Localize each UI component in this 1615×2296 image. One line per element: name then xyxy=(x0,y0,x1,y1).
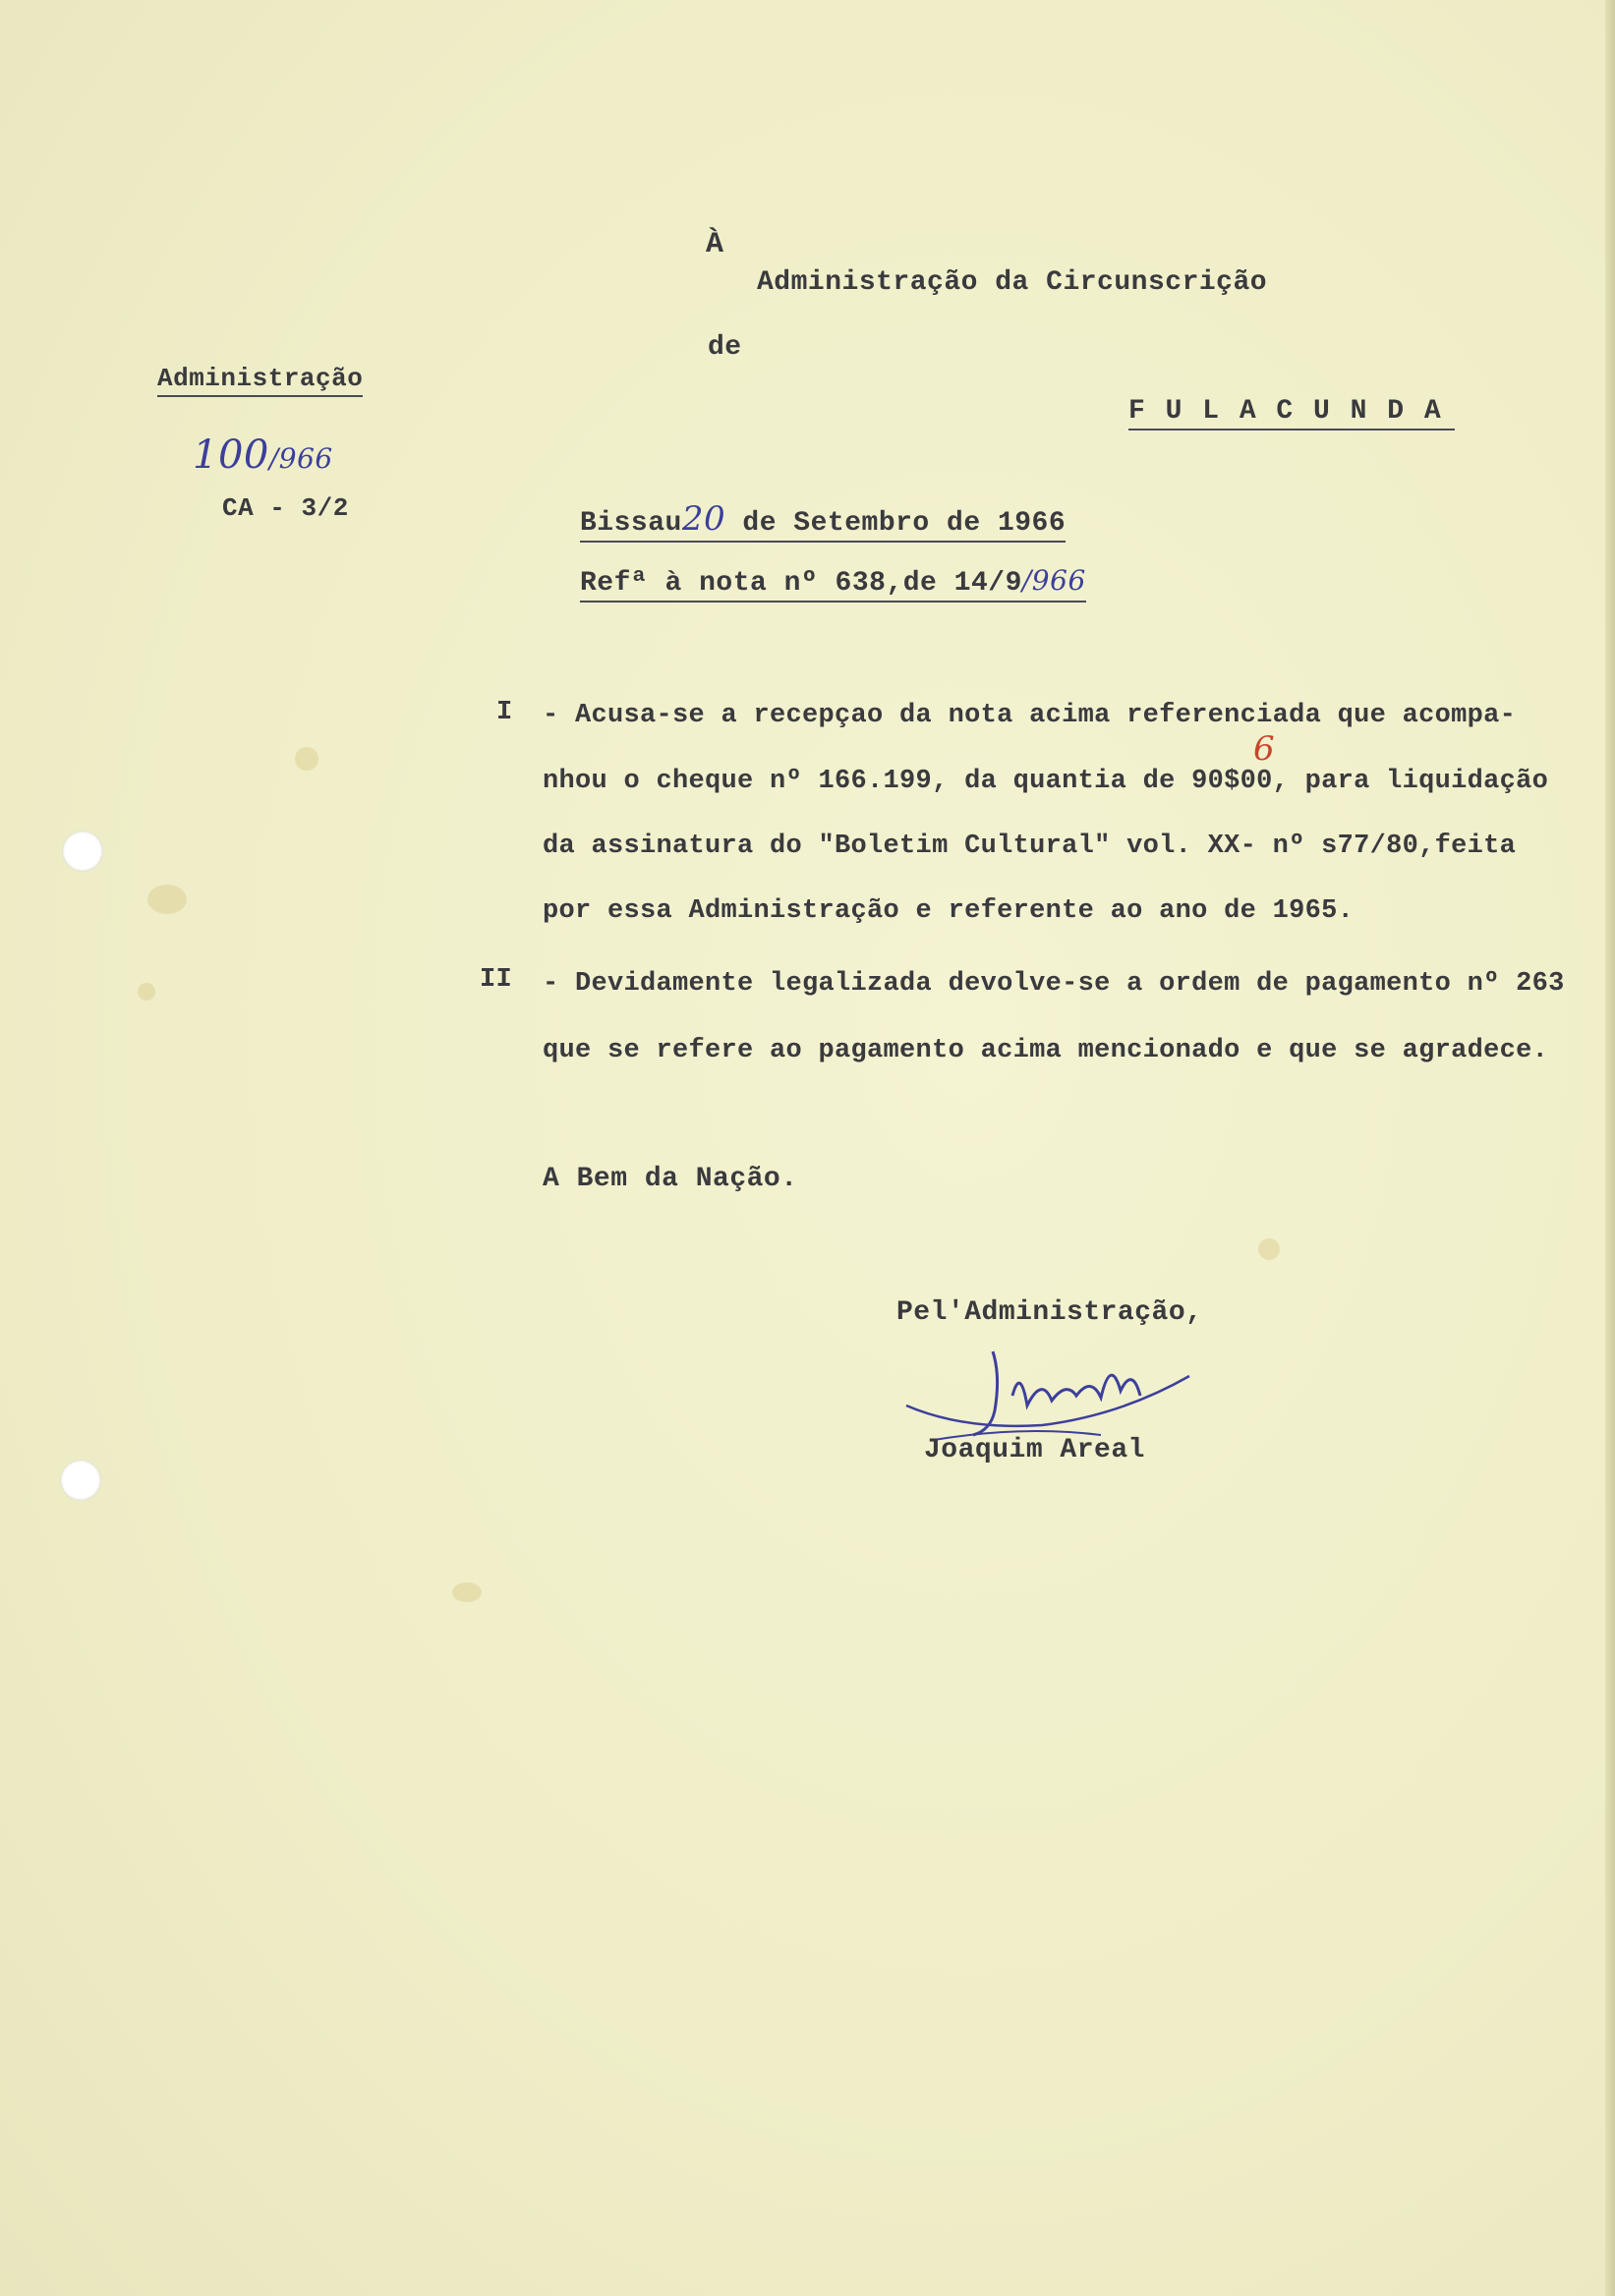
left-ref-heading: Administração xyxy=(157,364,363,397)
paper-edge xyxy=(1605,0,1615,2296)
addressee-prefix: À xyxy=(706,228,724,261)
left-ref-number-line xyxy=(193,432,333,481)
addressee-line2: de xyxy=(708,332,742,363)
item1-numeral: I xyxy=(496,698,513,727)
left-ref-number: 100 xyxy=(193,432,269,478)
punch-hole-top xyxy=(62,831,103,872)
item1-line-3: da assinatura do "Boletim Cultural" vol. XX- nº s77/80,feita xyxy=(543,832,1517,861)
left-ref-year: /966 xyxy=(268,442,333,475)
dateline-day: 20 xyxy=(681,499,726,539)
dateline-rest: de Setembro de 1966 xyxy=(725,508,1067,539)
item2-line-2: que se refere ao pagamento acima mencionado e que se agradece. xyxy=(543,1036,1549,1065)
item2-line-1: - Devidamente legalizada devolve-se a ordem de pagamento nº 263 xyxy=(543,969,1565,999)
reference-line xyxy=(580,564,1086,603)
reference-text: Refª à nota nº 638,de 14/9 xyxy=(580,568,1022,599)
left-ref-code: CA - 3/2 xyxy=(222,493,349,523)
item1-line-1: - Acusa-se a recepçao da nota acima referenciada que acompa- xyxy=(543,701,1517,730)
item1-line-2: nhou o cheque nº 166.199, da quantia de 90$00, para liquidação xyxy=(543,767,1549,796)
correction-mark: 6 xyxy=(1253,729,1275,769)
punch-hole-bottom xyxy=(60,1460,101,1501)
dateline xyxy=(580,499,1066,543)
item2-numeral: II xyxy=(480,965,513,995)
dateline-city: Bissau xyxy=(580,508,682,539)
item1-line-4: por essa Administração e referente ao ano de 1965. xyxy=(543,896,1355,926)
closing: A Bem da Nação. xyxy=(543,1164,798,1194)
reference-year: /966 xyxy=(1021,564,1086,597)
signature-name: Joaquim Areal xyxy=(924,1435,1145,1465)
signature-for-line: Pel'Administração, xyxy=(896,1297,1203,1328)
addressee-line1: Administração da Circunscrição xyxy=(757,267,1268,298)
addressee-place: F U L A C U N D A xyxy=(1128,396,1455,430)
